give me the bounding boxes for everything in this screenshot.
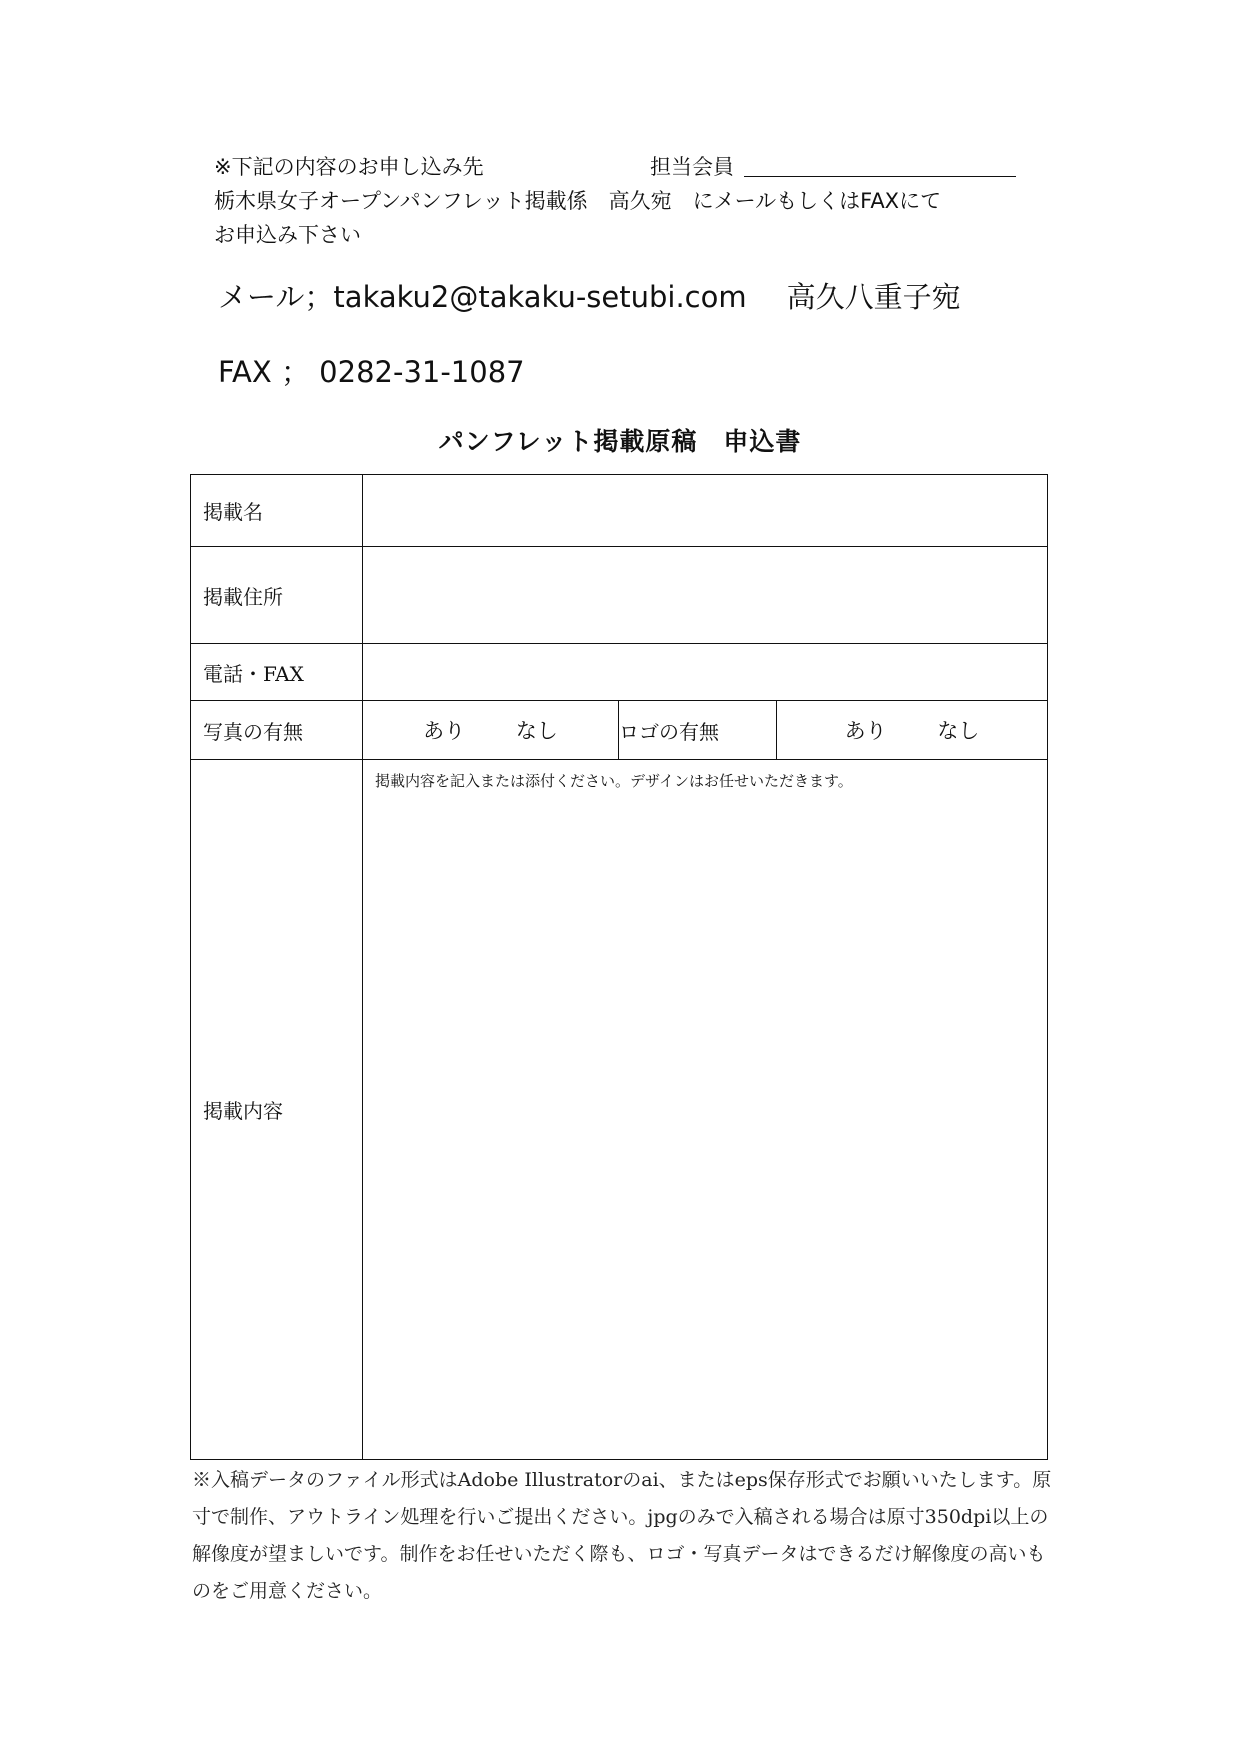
mail-address[interactable]: takaku2@takaku-setubi.com <box>333 280 747 314</box>
form-row-phone-fax <box>191 644 1048 701</box>
contact-person-blank <box>744 176 1016 177</box>
content-field[interactable] <box>363 760 1048 1460</box>
application-form-table <box>190 474 1048 1460</box>
logo-label: ロゴの有無 <box>619 701 777 760</box>
logo-no-option[interactable]: なし <box>937 719 980 743</box>
mail-contact <box>218 275 961 316</box>
phone-fax-label: 電話・FAX <box>191 644 363 701</box>
fax-contact <box>218 350 525 391</box>
contact-person-label: 担当会員 <box>650 155 734 179</box>
photo-yes-option[interactable]: あり <box>423 719 466 743</box>
photo-choice <box>363 701 619 760</box>
phone-fax-field[interactable] <box>363 644 1048 701</box>
form-row-content <box>191 760 1048 1460</box>
application-target-line: 栃木県女子オープンパンフレット掲載係 高久宛 にメールもしくはFAXにて <box>214 189 942 213</box>
logo-yes-option[interactable]: あり <box>844 719 887 743</box>
photo-no-option[interactable]: なし <box>515 719 558 743</box>
form-row-photo-logo <box>191 701 1048 760</box>
form-row-address <box>191 547 1048 644</box>
fax-label: FAX ； <box>218 355 310 389</box>
form-title: パンフレット掲載原稿 申込書 <box>438 427 802 456</box>
content-instruction: 掲載内容を記入または添付ください。デザインはお任せいただきます。 <box>375 772 853 790</box>
mail-label: メール； <box>218 280 334 314</box>
photo-label: 写真の有無 <box>191 701 363 760</box>
address-field[interactable] <box>363 547 1048 644</box>
application-method-line: お申込み下さい <box>214 223 361 247</box>
address-label: 掲載住所 <box>191 547 363 644</box>
fax-number: 0282-31-1087 <box>319 355 525 389</box>
submission-footnote: ※入稿データのファイル形式はAdobe Illustratorのai、またはeps保存形式でお願いいたします。原寸で制作、アウトライン処理を行いご提出ください。jpgのみで入稿される場合は原寸350dpi以上の解像度が望ましいです。制作をお任せいただく際も、ロゴ・写真データはできるだけ解像度の高いものをご用意ください。 <box>192 1469 1052 1602</box>
name-label: 掲載名 <box>191 475 363 547</box>
form-row-name <box>191 475 1048 547</box>
mail-recipient: 高久八重子宛 <box>786 280 961 314</box>
logo-choice <box>777 701 1048 760</box>
application-target-label: ※下記の内容のお申し込み先 <box>214 155 484 179</box>
name-field[interactable] <box>363 475 1048 547</box>
application-info <box>214 150 1034 252</box>
content-label: 掲載内容 <box>191 760 363 1460</box>
